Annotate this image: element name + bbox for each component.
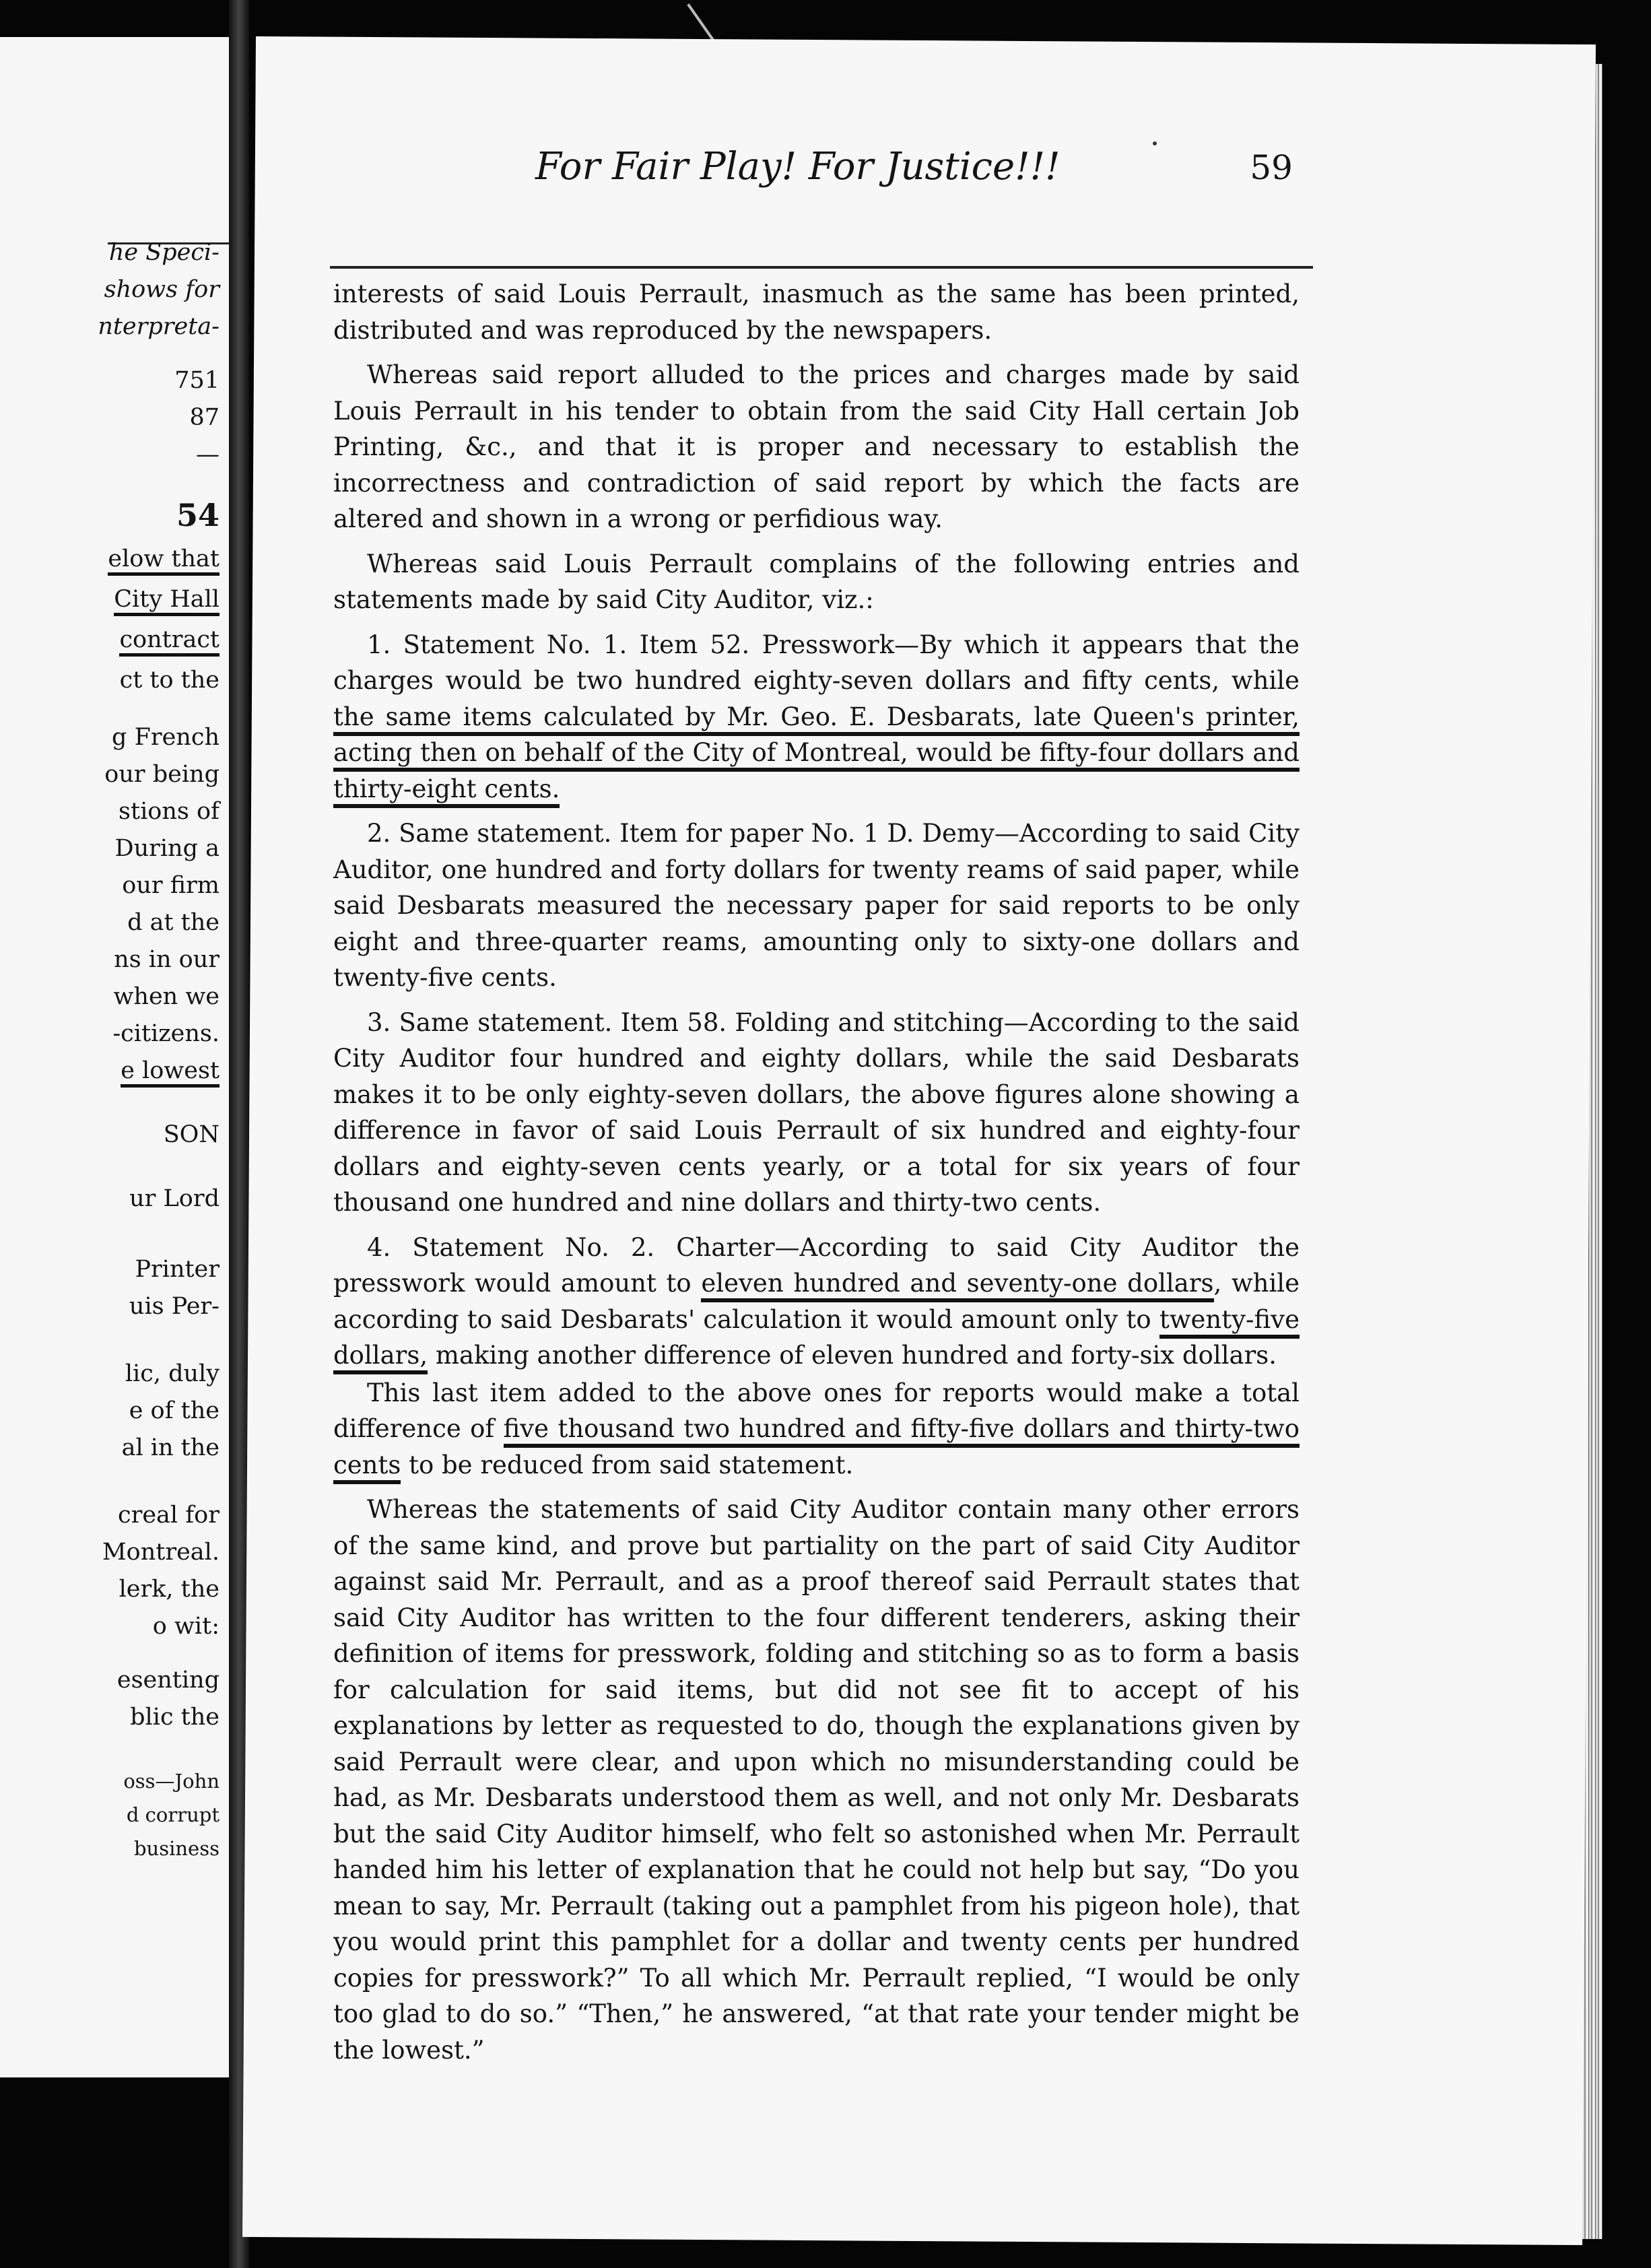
left-facing-page (0, 37, 230, 2077)
left-page-line: when we (113, 983, 220, 1010)
paragraph-whereas-complains: Whereas said Louis Perrault complains of the following entries and statements made by said City Auditor, viz.: (333, 549, 1300, 614)
total-text-a: This last item added to the above ones for reports would make a total difference of (333, 1378, 1300, 1443)
left-page-line: o wit: (152, 1613, 220, 1640)
left-page-line: 751 (174, 367, 220, 394)
item-1-underlined: the same items calculated by Mr. Geo. E. Desbarats, late Queen's printer, acting then on behalf of the City of Montreal, would be fifty-four dollars and thirty-eight cents. (333, 702, 1300, 808)
item-4-underlined-b: twenty-five dollars, (333, 1305, 1300, 1375)
paragraph-item-2: 2. Same statement. Item for paper No. 1 D. Demy—According to said City Auditor, one hundred and forty dollars for twenty reams of said paper, while said Desbarats measured the necessary paper for said reports to be only eight and three-quarter reams, amounting only to sixty-one dollars and twenty-five cents. (333, 819, 1300, 992)
paragraph-whereas-report: Whereas said report alluded to the prices and charges made by said Louis Perrault in his tender to obtain from the said City Hall certain Job Printing, &c., and that it is proper and necessary to establish the incorrectness and contradiction of said report by which the facts are altered and shown in a wrong or perfidious way. (333, 360, 1300, 533)
header-rule (330, 266, 1313, 269)
left-page-line: lic, duly (125, 1360, 220, 1387)
left-page-line: ur Lord (129, 1185, 220, 1212)
left-page-line: al in the (121, 1434, 220, 1461)
page-number: 59 (1250, 148, 1293, 187)
item-4-text-c: making another difference of eleven hundred and forty-six dollars. (428, 1341, 1277, 1370)
left-page-line: he Speci- (108, 239, 220, 266)
left-page-line: 87 (189, 404, 220, 431)
left-page-line: contract (119, 626, 220, 657)
paragraph-item-3: 3. Same statement. Item 58. Folding and stitching—According to the said City Auditor four hundred and eighty dollars, while the said Desbarats makes it to be only eighty-seven dollars, the above figures alone showing a difference in favor of said Louis Perrault of six hundred and eighty-four dollars and eighty-seven cents yearly, or a total for six years of four thousand one hundred and nine dollars and thirty-two cents. (333, 1007, 1300, 1217)
left-page-line: e of the (129, 1397, 220, 1424)
left-page-line: 54 (176, 497, 220, 533)
left-page-line: City Hall (114, 586, 220, 616)
running-head (283, 145, 1293, 199)
left-page-line: ns in our (114, 946, 220, 973)
left-page-line: Printer (135, 1256, 220, 1283)
left-page-line: business (133, 1837, 220, 1860)
paragraph-item-4 (333, 1230, 1300, 1374)
left-page-line: d at the (127, 909, 220, 936)
left-page-line: — (196, 441, 220, 468)
left-page-line: ct to the (119, 667, 220, 694)
total-text-b: to be reduced from said statement. (401, 1450, 854, 1479)
body-text (333, 276, 1300, 2077)
left-page-line: our firm (122, 872, 220, 899)
film-scratch (687, 3, 716, 44)
left-page-line: blic the (130, 1704, 220, 1731)
left-page-line: our being (104, 761, 220, 788)
left-page-line: SON (163, 1121, 220, 1148)
left-page-line: lerk, the (119, 1576, 220, 1603)
left-page-line: -citizens. (112, 1020, 220, 1047)
left-page-line: d corrupt (126, 1803, 220, 1826)
item-4-text-a: 4. Statement No. 2. Charter—According to said City Auditor the presswork would amount to (333, 1232, 1300, 1298)
paragraph-total (333, 1375, 1300, 1483)
item-1-text: 1. Statement No. 1. Item 52. Presswork—By which it appears that the charges would be two hundred eighty-seven dollars and fifty cents, while (333, 630, 1300, 695)
left-page-line: nterpreta- (98, 313, 220, 340)
left-page-line: stions of (119, 798, 220, 825)
total-underlined: five thousand two hundred and fifty-five dollars and thirty-two cents (333, 1414, 1300, 1484)
paragraph-continuation: interests of said Louis Perrault, inasmuch as the same has been printed, distributed and was reproduced by the newspapers. (333, 279, 1300, 345)
left-page-line: shows for (104, 276, 220, 303)
left-page-line: oss—John (123, 1770, 220, 1793)
left-page-line: uis Per- (129, 1293, 220, 1320)
left-page-line: elow that (108, 545, 220, 576)
left-page-line: creal for (118, 1502, 220, 1529)
left-page-line: esenting (116, 1667, 220, 1694)
left-page-line: g French (112, 724, 220, 751)
item-4-text-b: , while according to said Desbarats' calculation it would amount only to (333, 1269, 1300, 1334)
left-page-line: During a (114, 835, 220, 862)
paragraph-whereas-errors: Whereas the statements of said City Auditor contain many other errors of the same kind, and prove but partiality on the part of said City Auditor against said Mr. Perrault, and as a proof thereof said Perrault states that said City Auditor has written to the four different tenderers, asking their definition of items for presswork, folding and stitching so as to form a basis for calculation for said items, but did not see fit to accept of his explanations by letter as requested to do, though the explanations given by said Perrault were clear, and upon which no misunderstanding could be had, as Mr. Desbarats understood them as well, and not only Mr. Desbarats but the said City Auditor himself, who felt so astonished when Mr. Perrault handed him his letter of explanation that he could not help but say, “Do you mean to say, Mr. Perrault (taking out a pamphlet from his pigeon hole), that you would print this pamphlet for a dollar and twenty cents per hundred copies for presswork?” To all which Mr. Perrault replied, “I would be only too glad to do so.” “Then,” he answered, “at that rate your tender might be the lowest.” (333, 1495, 1300, 2065)
item-4-underlined-a: eleven hundred and seventy-one dollars (701, 1269, 1213, 1302)
left-page-line: e lowest (121, 1057, 220, 1088)
running-head-title: For Fair Play! For Justice!!! (535, 145, 1060, 189)
paragraph-item-1 (333, 627, 1300, 807)
left-page-line: Montreal. (102, 1539, 220, 1566)
